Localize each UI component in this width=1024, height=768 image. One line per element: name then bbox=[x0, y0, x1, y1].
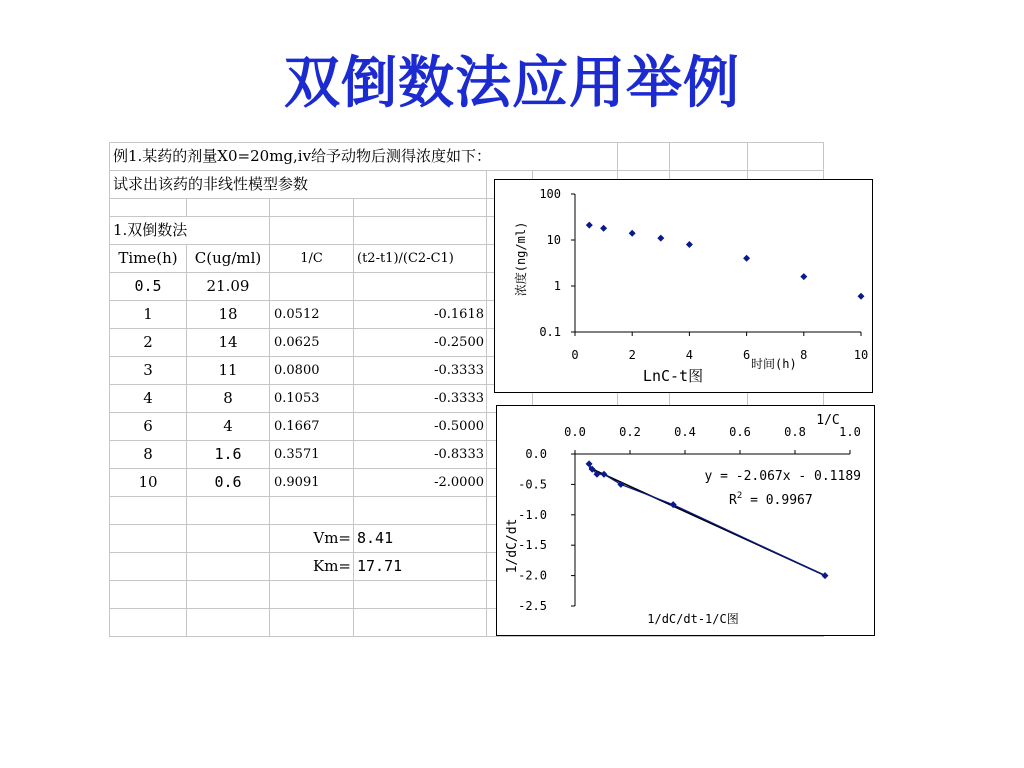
empty-cell[interactable] bbox=[187, 581, 270, 609]
x-tick-label: 10 bbox=[853, 348, 869, 362]
empty-cell[interactable] bbox=[187, 609, 270, 637]
empty-cell[interactable] bbox=[354, 581, 487, 609]
r-squared-label bbox=[729, 491, 813, 508]
y-tick-label: 1 bbox=[553, 279, 561, 293]
empty-cell[interactable] bbox=[618, 143, 670, 171]
r-squared-superscript: 2 bbox=[736, 491, 743, 501]
chart-title: 1/dC/dt-1/C图 bbox=[647, 612, 739, 626]
empty-cell[interactable] bbox=[187, 497, 270, 525]
empty-cell[interactable] bbox=[670, 143, 748, 171]
km-label: Km= bbox=[270, 553, 354, 581]
header-concentration: C(ug/ml) bbox=[187, 245, 270, 273]
y-tick-label: -1.5 bbox=[518, 538, 547, 553]
data-point bbox=[686, 241, 693, 248]
empty-cell[interactable] bbox=[110, 581, 187, 609]
data-point bbox=[600, 225, 607, 232]
cell-time[interactable]: 1 bbox=[110, 301, 187, 329]
x-tick-label: 4 bbox=[685, 348, 694, 362]
cell-rate[interactable]: -0.1618 bbox=[354, 301, 487, 329]
cell-concentration[interactable]: 4 bbox=[187, 413, 270, 441]
cell-reciprocal-c[interactable]: 0.3571 bbox=[270, 441, 354, 469]
empty-cell[interactable] bbox=[270, 581, 354, 609]
cell-concentration[interactable]: 21.09 bbox=[187, 273, 270, 301]
cell-reciprocal-c[interactable]: 0.0512 bbox=[270, 301, 354, 329]
y-tick-label: 0.1 bbox=[539, 325, 561, 339]
empty-cell[interactable] bbox=[354, 609, 487, 637]
cell-rate[interactable]: -0.3333 bbox=[354, 357, 487, 385]
data-point bbox=[617, 481, 624, 488]
empty-cell[interactable] bbox=[110, 553, 187, 581]
data-point bbox=[858, 293, 865, 300]
empty-cell[interactable] bbox=[110, 609, 187, 637]
cell-time[interactable]: 2 bbox=[110, 329, 187, 357]
y-tick-label: 10 bbox=[546, 233, 561, 247]
x-tick-label: 0.6 bbox=[729, 425, 751, 439]
chart-reciprocal-rate[interactable] bbox=[496, 405, 875, 636]
cell-concentration[interactable]: 11 bbox=[187, 357, 270, 385]
data-point bbox=[800, 273, 807, 280]
x-tick-label: 8 bbox=[800, 348, 808, 362]
data-point bbox=[743, 255, 750, 262]
cell-time[interactable]: 8 bbox=[110, 441, 187, 469]
cell-time[interactable]: 3 bbox=[110, 357, 187, 385]
y-tick-label: -2.0 bbox=[518, 568, 547, 583]
r-squared-letter: R bbox=[729, 493, 737, 508]
trendline-equation: y = -2.067x - 0.1189 bbox=[704, 469, 861, 484]
y-tick-label: -0.5 bbox=[518, 477, 547, 492]
x-tick-label: 0.0 bbox=[564, 425, 586, 439]
empty-cell[interactable] bbox=[110, 497, 187, 525]
cell-concentration[interactable]: 0.6 bbox=[187, 469, 270, 497]
data-point bbox=[629, 230, 636, 237]
cell-reciprocal-c[interactable]: 0.1667 bbox=[270, 413, 354, 441]
x-axis-title: 1/C bbox=[816, 413, 840, 428]
r-squared-value: = 0.9967 bbox=[742, 493, 813, 508]
empty-cell[interactable] bbox=[270, 609, 354, 637]
empty-cell[interactable] bbox=[354, 199, 487, 217]
header-time: Time(h) bbox=[110, 245, 187, 273]
y-axis-title: 1/dC/dt bbox=[505, 518, 520, 574]
vm-label: Vm= bbox=[270, 525, 354, 553]
header-rate: (t2-t1)/(C2-C1) bbox=[354, 245, 487, 273]
cell-reciprocal-c[interactable] bbox=[270, 273, 354, 301]
data-point bbox=[657, 235, 664, 242]
x-tick-label: 0.4 bbox=[674, 425, 696, 439]
data-point bbox=[822, 572, 829, 579]
empty-cell[interactable] bbox=[187, 553, 270, 581]
cell-time[interactable]: 10 bbox=[110, 469, 187, 497]
x-tick-label: 6 bbox=[742, 348, 751, 362]
empty-cell[interactable] bbox=[187, 525, 270, 553]
cell-concentration[interactable]: 14 bbox=[187, 329, 270, 357]
cell-concentration[interactable]: 1.6 bbox=[187, 441, 270, 469]
cell-time[interactable]: 6 bbox=[110, 413, 187, 441]
chart-lnc-t[interactable] bbox=[494, 179, 873, 393]
x-tick-label: 0.2 bbox=[619, 425, 641, 439]
y-tick-label: 0.0 bbox=[525, 447, 547, 461]
cell-reciprocal-c[interactable]: 0.0800 bbox=[270, 357, 354, 385]
y-axis-title: 浓度(ng/ml) bbox=[514, 221, 528, 297]
x-axis-title: 时间(h) bbox=[751, 357, 797, 371]
y-tick-label: -2.5 bbox=[518, 599, 547, 613]
cell-time[interactable]: 0.5 bbox=[110, 273, 187, 301]
cell-rate[interactable]: -2.0000 bbox=[354, 469, 487, 497]
cell-reciprocal-c[interactable]: 0.1053 bbox=[270, 385, 354, 413]
y-tick-label: 100 bbox=[539, 187, 561, 201]
km-value[interactable]: 17.71 bbox=[354, 553, 487, 581]
page-title: 双倒数法应用举例 bbox=[284, 51, 740, 116]
empty-cell[interactable] bbox=[187, 199, 270, 217]
sheet-intro-text: 例1.某药的剂量X0=20mg,iv给予动物后测得浓度如下： bbox=[110, 143, 618, 171]
empty-cell[interactable] bbox=[354, 497, 487, 525]
cell-rate[interactable] bbox=[354, 273, 487, 301]
empty-cell[interactable] bbox=[110, 199, 187, 217]
cell-time[interactable]: 4 bbox=[110, 385, 187, 413]
cell-rate[interactable]: -0.2500 bbox=[354, 329, 487, 357]
chart-title: LnC-t图 bbox=[642, 367, 704, 385]
cell-rate[interactable]: -0.3333 bbox=[354, 385, 487, 413]
cell-concentration[interactable]: 8 bbox=[187, 385, 270, 413]
cell-reciprocal-c[interactable]: 0.0625 bbox=[270, 329, 354, 357]
x-tick-label: 1.0 bbox=[839, 425, 861, 439]
empty-cell[interactable] bbox=[110, 525, 187, 553]
chart-lnc-t-svg bbox=[495, 180, 872, 392]
data-point bbox=[586, 460, 593, 467]
vm-value[interactable]: 8.41 bbox=[354, 525, 487, 553]
header-reciprocal-c: 1/C bbox=[270, 245, 354, 273]
x-tick-label: 2 bbox=[628, 348, 636, 362]
cell-concentration[interactable]: 18 bbox=[187, 301, 270, 329]
chart-reciprocal-rate-svg bbox=[497, 406, 874, 635]
empty-cell[interactable] bbox=[270, 199, 354, 217]
empty-cell[interactable] bbox=[748, 143, 824, 171]
empty-cell[interactable] bbox=[354, 217, 487, 245]
empty-cell[interactable] bbox=[270, 217, 354, 245]
sheet-question-text: 试求出该药的非线性模型参数 bbox=[110, 171, 487, 199]
cell-rate[interactable]: -0.5000 bbox=[354, 413, 487, 441]
cell-reciprocal-c[interactable]: 0.9091 bbox=[270, 469, 354, 497]
x-tick-label: 0.8 bbox=[784, 425, 806, 439]
y-tick-label: -1.0 bbox=[518, 507, 547, 522]
cell-rate[interactable]: -0.8333 bbox=[354, 441, 487, 469]
empty-cell[interactable] bbox=[270, 497, 354, 525]
data-point bbox=[600, 471, 607, 478]
data-point bbox=[586, 222, 593, 229]
x-tick-label: 0 bbox=[571, 348, 579, 362]
section-heading: 1.双倒数法 bbox=[110, 217, 270, 245]
